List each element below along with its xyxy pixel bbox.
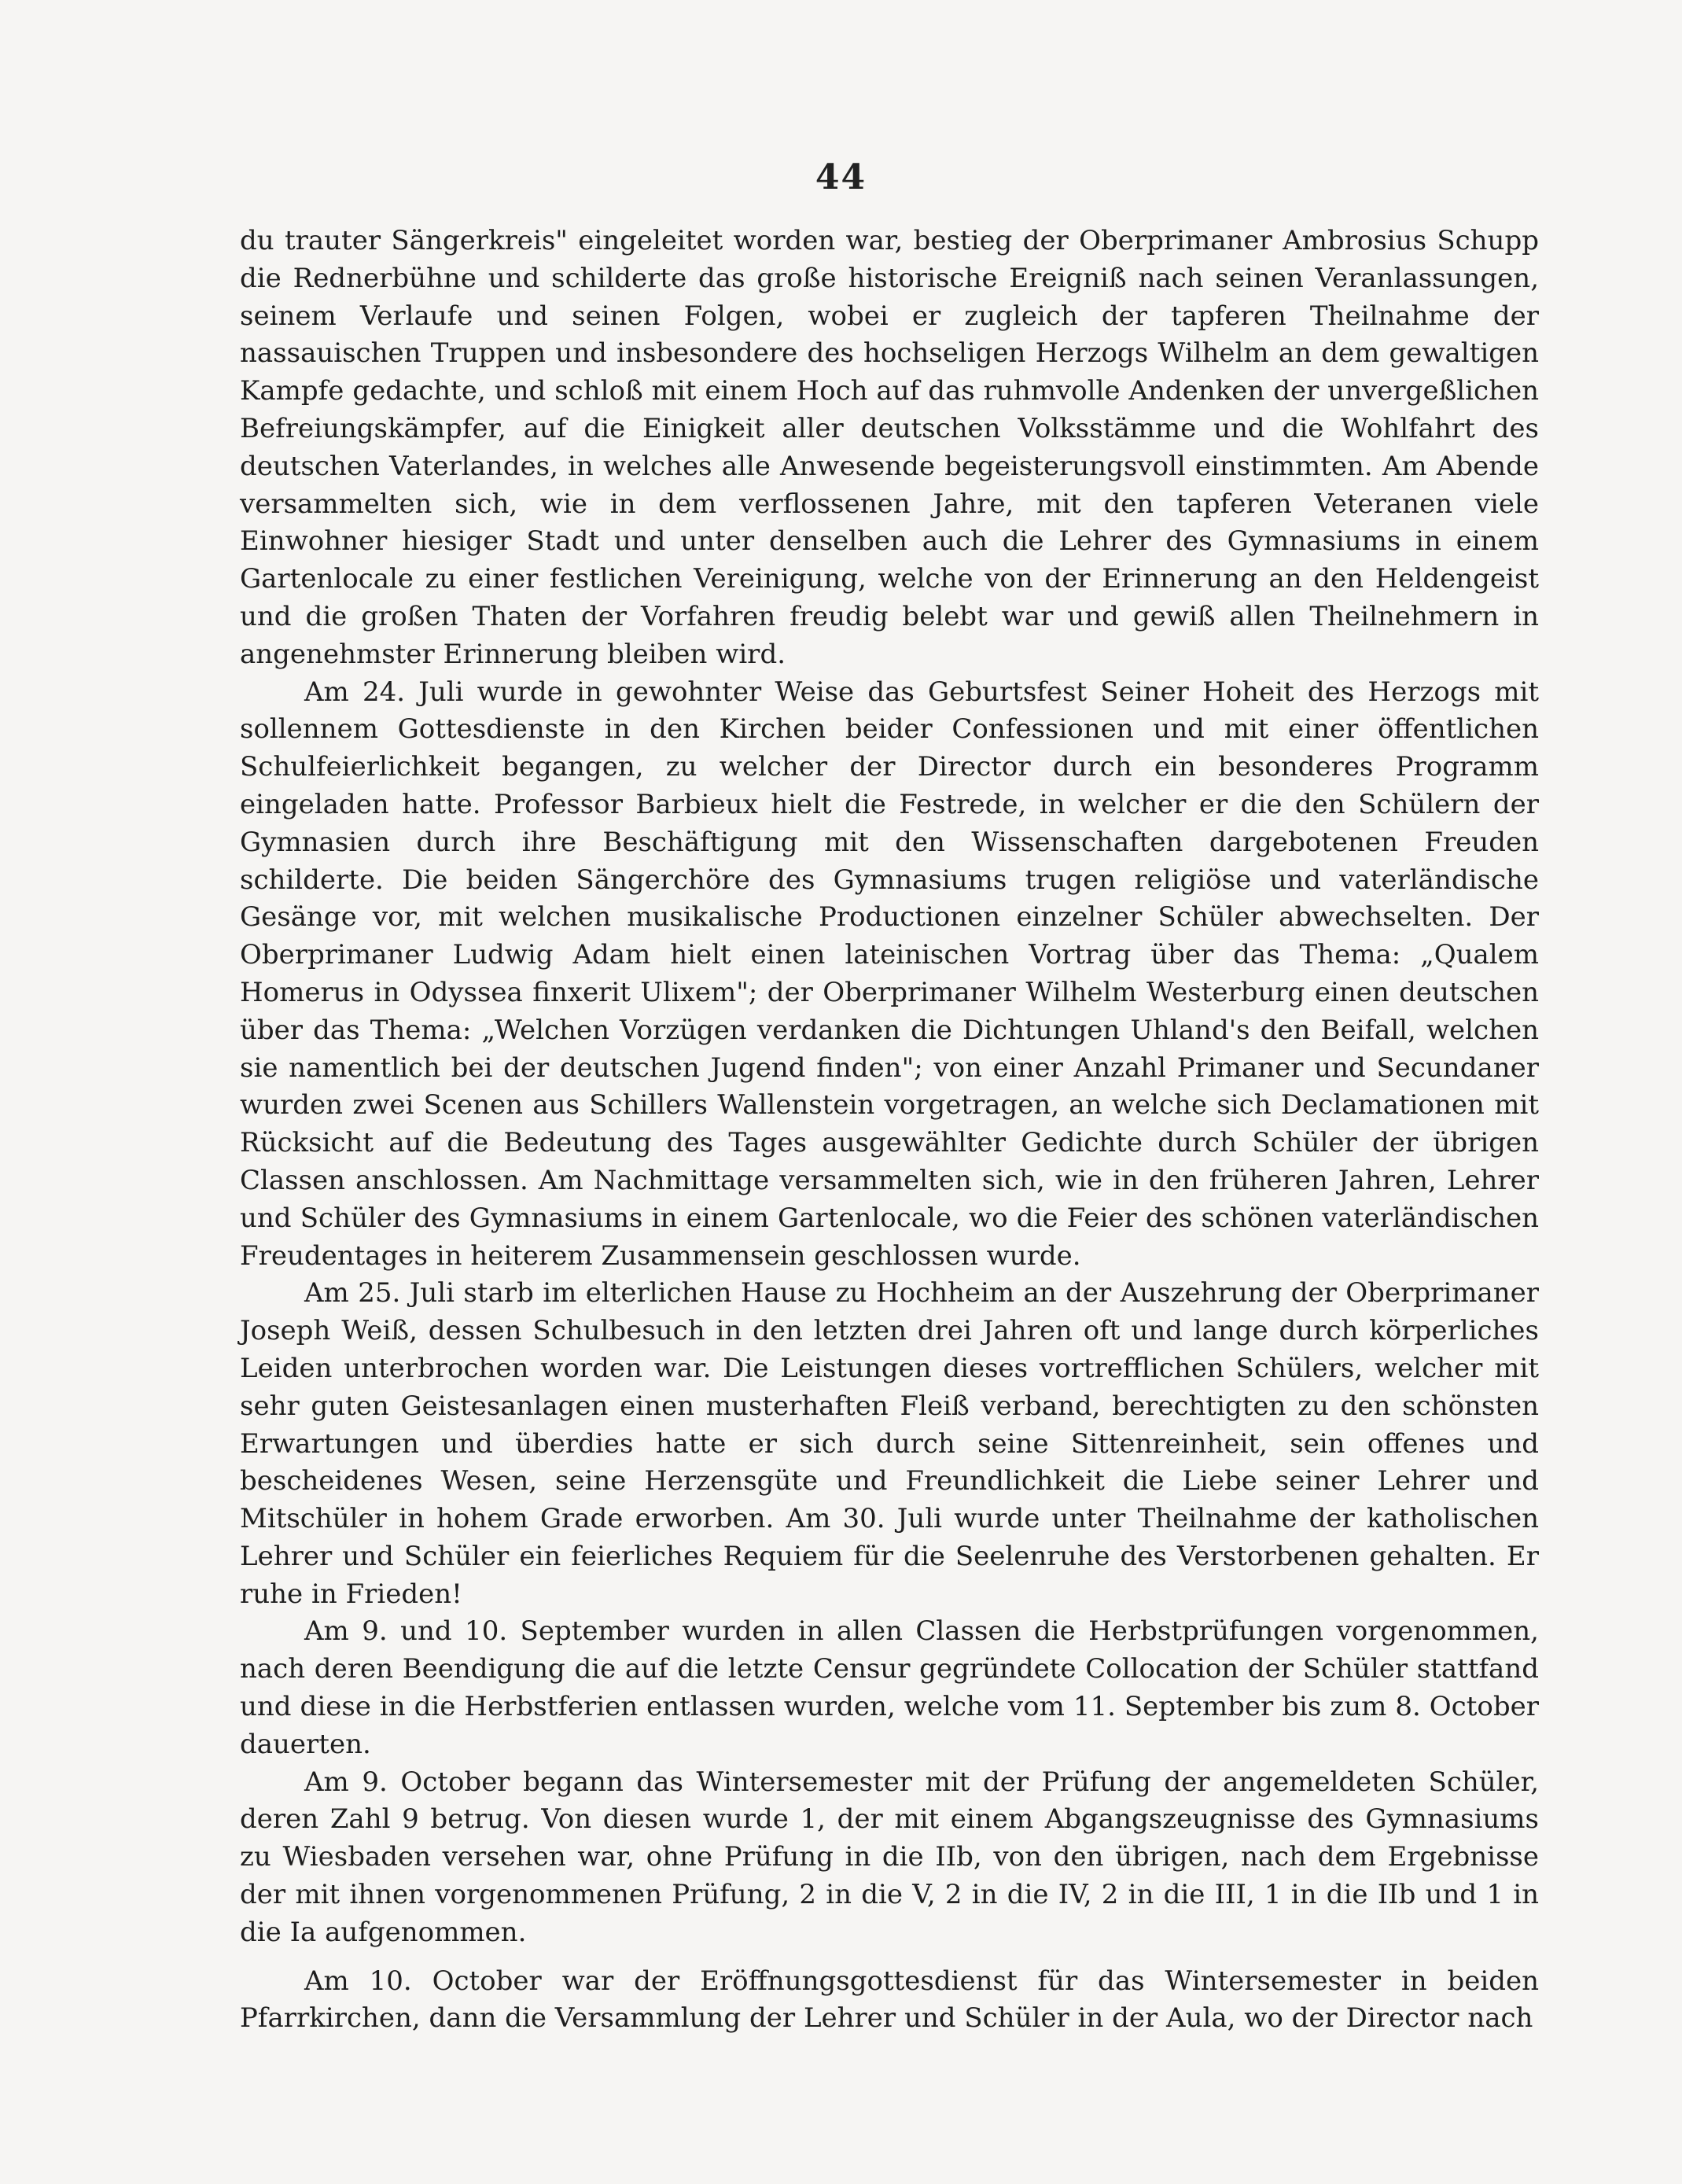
- page-number: 44: [815, 157, 867, 197]
- paragraph-3: Am 25. Juli starb im elterlichen Hause zu Hochheim an der Auszehrung der Oberprimaner Joseph Weiß, dessen Schulbesuch in den letzten drei Jahren oft und lange durch körperliches Leiden unterbrochen worden war. Die Leistungen dieses vortrefflichen Schülers, welcher mit sehr guten Geistesanlagen einen musterhaften Fleiß verband, berechtigten zu den schönsten Erwartungen und überdies hatte er sich durch seine Sittenreinheit, sein offenes und bescheidenes Wesen, seine Herzensgüte und Freundlichkeit die Liebe seiner Lehrer und Mitschüler in hohem Grade erworben. Am 30. Juli wurde unter Theilnahme der katholischen Lehrer und Schüler ein feierliches Requiem für die Seelenruhe des Verstorbenen gehalten. Er ruhe in Frieden!: [240, 1277, 1539, 1610]
- paragraph-1: du trauter Sängerkreis" eingeleitet worden war, bestieg der Oberprimaner Ambrosius Schupp die Rednerbühne und schilderte das große historische Ereigniß nach seinen Veranlassungen, seinem Verlaufe und seinen Folgen, wobei er zugleich der tapferen Theilnahme der nassauischen Truppen und insbesondere des hochseligen Herzogs Wilhelm an dem gewaltigen Kampfe gedachte, und schloß mit einem Hoch auf das ruhmvolle Andenken der unvergeßlichen Befreiungskämpfer, auf die Einigkeit aller deutschen Volksstämme und die Wohlfahrt des deutschen Vaterlandes, in welches alle Anwesende begeisterungsvoll einstimmten. Am Abende versammelten sich, wie in dem verflossenen Jahre, mit den tapferen Veteranen viele Einwohner hiesiger Stadt und unter denselben auch die Lehrer des Gymnasiums in einem Gartenlocale zu einer festlichen Vereinigung, welche von der Erinnerung an den Heldengeist und die großen Thaten der Vorfahren freudig belebt war und gewiß allen Theilnehmern in angenehmster Erinnerung bleiben wird.: [240, 225, 1539, 670]
- paragraph-6: Am 10. October war der Eröffnungsgottesdienst für das Wintersemester in beiden Pfarrkirchen, dann die Versammlung der Lehrer und Schüler in der Aula, wo der Director nach: [240, 1965, 1539, 2035]
- paragraph-4: Am 9. und 10. September wurden in allen Classen die Herbstprüfungen vorgenommen, nach deren Beendigung die auf die letzte Censur gegründete Collocation der Schüler stattfand und diese in die Herbstferien entlassen wurden, welche vom 11. September bis zum 8. October dauerten.: [240, 1615, 1539, 1760]
- paragraph-5: Am 9. October begann das Wintersemester mit der Prüfung der angemeldeten Schüler, deren Zahl 9 betrug. Von diesen wurde 1, der mit einem Abgangszeugnisse des Gymnasiums zu Wiesbaden versehen war, ohne Prüfung in die IIb, von den übrigen, nach dem Ergebnisse der mit ihnen vorgenommenen Prüfung, 2 in die V, 2 in die IV, 2 in die III, 1 in die IIb und 1 in die Ia aufgenommen.: [240, 1766, 1539, 1948]
- paragraph-2: Am 24. Juli wurde in gewohnter Weise das Geburtsfest Seiner Hoheit des Herzogs mit sollennem Gottesdienste in den Kirchen beider Confessionen und mit einer öffentlichen Schulfeierlichkeit begangen, zu welcher der Director durch ein besonderes Programm eingeladen hatte. Professor Barbieux hielt die Festrede, in welcher er die den Schülern der Gymnasien durch ihre Beschäftigung mit den Wissenschaften dargebotenen Freuden schilderte. Die beiden Sängerchöre des Gymnasiums trugen religiöse und vaterländische Gesänge vor, mit welchen musikalische Productionen einzelner Schüler abwechselten. Der Oberprimaner Ludwig Adam hielt einen lateinischen Vortrag über das Thema: „Qualem Homerus in Odyssea finxerit Ulixem"; der Oberprimaner Wilhelm Westerburg einen deutschen über das Thema: „Welchen Vorzügen verdanken die Dichtungen Uhland's den Beifall, welchen sie namentlich bei der deutschen Jugend finden"; von einer Anzahl Primaner und Secundaner wurden zwei Scenen aus Schillers Wallenstein vorgetragen, an welche sich Declamationen mit Rücksicht auf die Bedeutung des Tages ausgewählter Gedichte durch Schüler der übrigen Classen anschlossen. Am Nachmittage versammelten sich, wie in den früheren Jahren, Lehrer und Schüler des Gymnasiums in einem Gartenlocale, wo die Feier des schönen vaterländischen Freudentages in heiterem Zusammensein geschlossen wurde.: [240, 676, 1539, 1272]
- body-text: [240, 223, 1539, 2038]
